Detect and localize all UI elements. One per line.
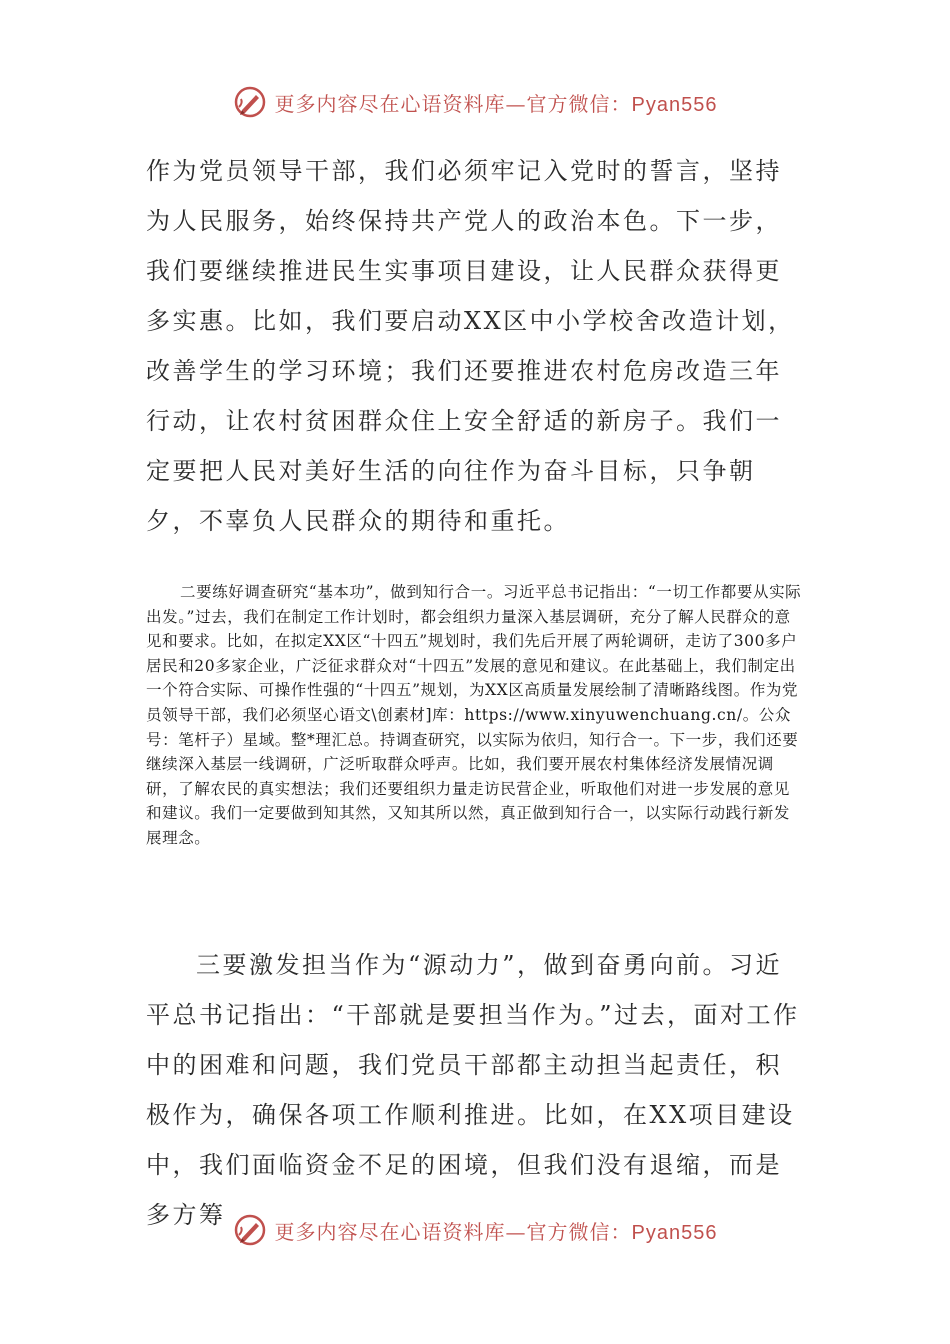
footer-banner: [0, 1210, 950, 1250]
banner-text: 更多内容尽在心语资料库—官方微信：Pyan556: [274, 91, 718, 116]
pen-logo-icon: [233, 85, 267, 119]
pen-logo-icon: [233, 1213, 267, 1247]
paragraph-2: 二要练好调查研究“基本功”，做到知行合一。习近平总书记指出：“一切工作都要从实际出发。”过去，我们在制定工作计划时，都会组织力量深入基层调研，充分了解人民群众的意见和要求。比如，在拟定XX区“十四五”规划时，我们先后开展了两轮调研，走访了300多户居民和20多家企业，广泛征求群众对“十四五”发展的意见和建议。在此基础上，我们制定出一个符合实际、可操作性强的“十四五”规划，为XX区高质量发展绘制了清晰路线图。作为党员领导干部，我们必须坚心语文\创素材]库：https://www.xinyuwenchuang.cn/。公众号：笔杆子）星域。整*理汇总。持调查研究，以实际为依归，知行合一。下一步，我们还要继续深入基层一线调研，广泛听取群众呼声。比如，我们要开展农村集体经济发展情况调研，了解农民的真实想法；我们还要组织力量走访民营企业，听取他们对进一步发展的意见和建议。我们一定要做到知其然，又知其所以然，真正做到知行合一，以实际行动践行新发展理念。: [146, 583, 802, 847]
banner-text: 更多内容尽在心语资料库—官方微信：Pyan556: [274, 1219, 718, 1244]
header-banner: [0, 82, 950, 122]
paragraph-1: 作为党员领导干部，我们必须牢记入党时的誓言，坚持为人民服务，始终保持共产党人的政治本色。下一步，我们要继续推进民生实事项目建设，让人民群众获得更多实惠。比如，我们要启动XX区中小学校舍改造计划，改善学生的学习环境；我们还要推进农村危房改造三年行动，让农村贫困群众住上安全舒适的新房子。我们一定要把人民对美好生活的向往作为奋斗目标，只争朝夕，不辜负人民群众的期待和重托。: [146, 157, 795, 535]
paragraph-3: 三要激发担当作为“源动力”，做到奋勇向前。习近平总书记指出：“干部就是要担当作为。”过去，面对工作中的困难和问题，我们党员干部都主动担当起责任，积极作为，确保各项工作顺利推进。比如，在XX项目建设中，我们面临资金不足的困境，但我们没有退缩，而是多方筹: [146, 951, 800, 1229]
